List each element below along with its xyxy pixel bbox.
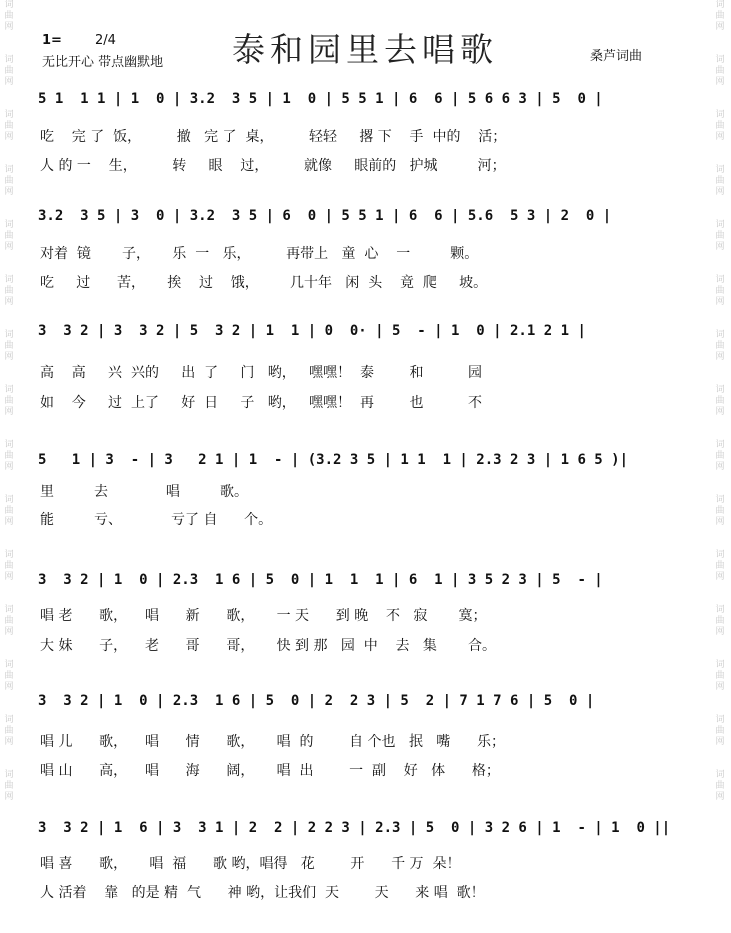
lyric-line: 唱 儿 歌， 唱 情 歌， 唱 的 自 个也 抿 嘴 乐； <box>40 734 505 750</box>
watermark-text: 词曲网 <box>4 550 14 582</box>
lyric-line: 人 的 一 生， 转 眼 过， 就像 眼前的 护城 河； <box>40 158 506 174</box>
watermark-text: 词曲网 <box>4 385 14 417</box>
watermark-text: 词曲网 <box>4 770 14 802</box>
notation-line: 5 1 | 3 - | 3 2 1 | 1 - | (3.2 3 5 | 1 1 1 | 2.3 2 3 | 1 6 5 )| <box>38 452 629 468</box>
watermark-text: 词曲网 <box>715 495 725 527</box>
notation-line: 3 3 2 | 3 3 2 | 5 3 2 | 1 1 | 0 0· | 5 - | 1 0 | 2.1 2 1 | <box>38 323 586 339</box>
watermark-text: 词曲网 <box>715 605 725 637</box>
lyric-line: 唱 喜 歌， 唱 福 歌 哟，唱得 花 开 千 万 朵！ <box>40 856 461 872</box>
notation-line: 3 3 2 | 1 0 | 2.3 1 6 | 5 0 | 1 1 1 | 6 1 | 3 5 2 3 | 5 - | <box>38 572 603 588</box>
watermark-text: 词曲网 <box>715 220 725 252</box>
notation-line: 3.2 3 5 | 3 0 | 3.2 3 5 | 6 0 | 5 5 1 | 6 6 | 5.6 5 3 | 2 0 | <box>38 208 612 224</box>
watermark-text: 词曲网 <box>4 220 14 252</box>
key-signature: 1= <box>42 33 62 48</box>
lyric-line: 吃 过 苦， 挨 过 饿， 几十年 闲 头 竟 爬 坡。 <box>40 275 488 291</box>
watermark-text: 词曲网 <box>4 275 14 307</box>
watermark-text: 词曲网 <box>715 330 725 362</box>
lyric-line: 对着 镜 子， 乐 一 乐， 再带上 童 心 一 颗。 <box>40 246 479 262</box>
lyric-line: 吃 完 了 饭， 撤 完 了 桌， 轻轻 撂 下 手 中的 活； <box>40 129 507 145</box>
lyric-line: 唱 老 歌， 唱 新 歌， 一 天 到 晚 不 寂 寞； <box>40 608 487 624</box>
watermark-text: 词曲网 <box>715 550 725 582</box>
lyric-line: 人 活着 靠 的是 精 气 神 哟，让我们 天 天 来 唱 歌！ <box>40 885 485 901</box>
watermark-text: 词曲网 <box>4 55 14 87</box>
watermark-text: 词曲网 <box>4 660 14 692</box>
tempo-marking: 无比开心 带点幽默地 <box>42 55 164 70</box>
notation-line: 3 3 2 | 1 6 | 3 3 1 | 2 2 | 2 2 3 | 2.3 | 5 0 | 3 2 6 | 1 - | 1 0 || <box>38 820 671 836</box>
watermark-text: 词曲网 <box>715 55 725 87</box>
lyric-line: 大 妹 子， 老 哥 哥， 快 到 那 园 中 去 集 合。 <box>40 638 497 654</box>
watermark-text: 词曲网 <box>715 110 725 142</box>
watermark-text: 词曲网 <box>715 660 725 692</box>
watermark-text: 词曲网 <box>715 770 725 802</box>
lyric-line: 能 亏、 亏了 自 个。 <box>40 512 273 528</box>
watermark-text: 词曲网 <box>4 715 14 747</box>
watermark-text: 词曲网 <box>4 440 14 472</box>
watermark-text: 词曲网 <box>715 440 725 472</box>
lyric-line: 里 去 唱 歌。 <box>40 484 248 500</box>
time-signature: 2/4 <box>95 33 116 48</box>
watermark-text: 词曲网 <box>715 165 725 197</box>
watermark-text: 词曲网 <box>4 165 14 197</box>
lyric-line: 高 高 兴 兴的 出 了 门 哟， 嘿嘿！ 泰 和 园 <box>40 365 483 381</box>
watermark-text: 词曲网 <box>715 0 725 32</box>
watermark-text: 词曲网 <box>4 495 14 527</box>
composer-credit: 桑芦词曲 <box>590 49 643 64</box>
watermark-text: 词曲网 <box>4 110 14 142</box>
watermark-text: 词曲网 <box>715 715 725 747</box>
lyric-line: 如 今 过 上了 好 日 子 哟， 嘿嘿！ 再 也 不 <box>40 395 483 411</box>
watermark-text: 词曲网 <box>4 0 14 32</box>
watermark-text: 词曲网 <box>715 385 725 417</box>
watermark-text: 词曲网 <box>4 330 14 362</box>
notation-line: 3 3 2 | 1 0 | 2.3 1 6 | 5 0 | 2 2 3 | 5 2 | 7 1 7 6 | 5 0 | <box>38 693 595 709</box>
lyric-line: 唱 山 高， 唱 海 阔， 唱 出 一 副 好 体 格； <box>40 763 500 779</box>
watermark-left <box>2 0 16 933</box>
song-title: 泰和园里去唱歌 <box>232 30 498 69</box>
watermark-text: 词曲网 <box>715 275 725 307</box>
notation-line: 5 1 1 1 | 1 0 | 3.2 3 5 | 1 0 | 5 5 1 | 6 6 | 5 6 6 3 | 5 0 | <box>38 91 603 107</box>
watermark-text: 词曲网 <box>4 605 14 637</box>
